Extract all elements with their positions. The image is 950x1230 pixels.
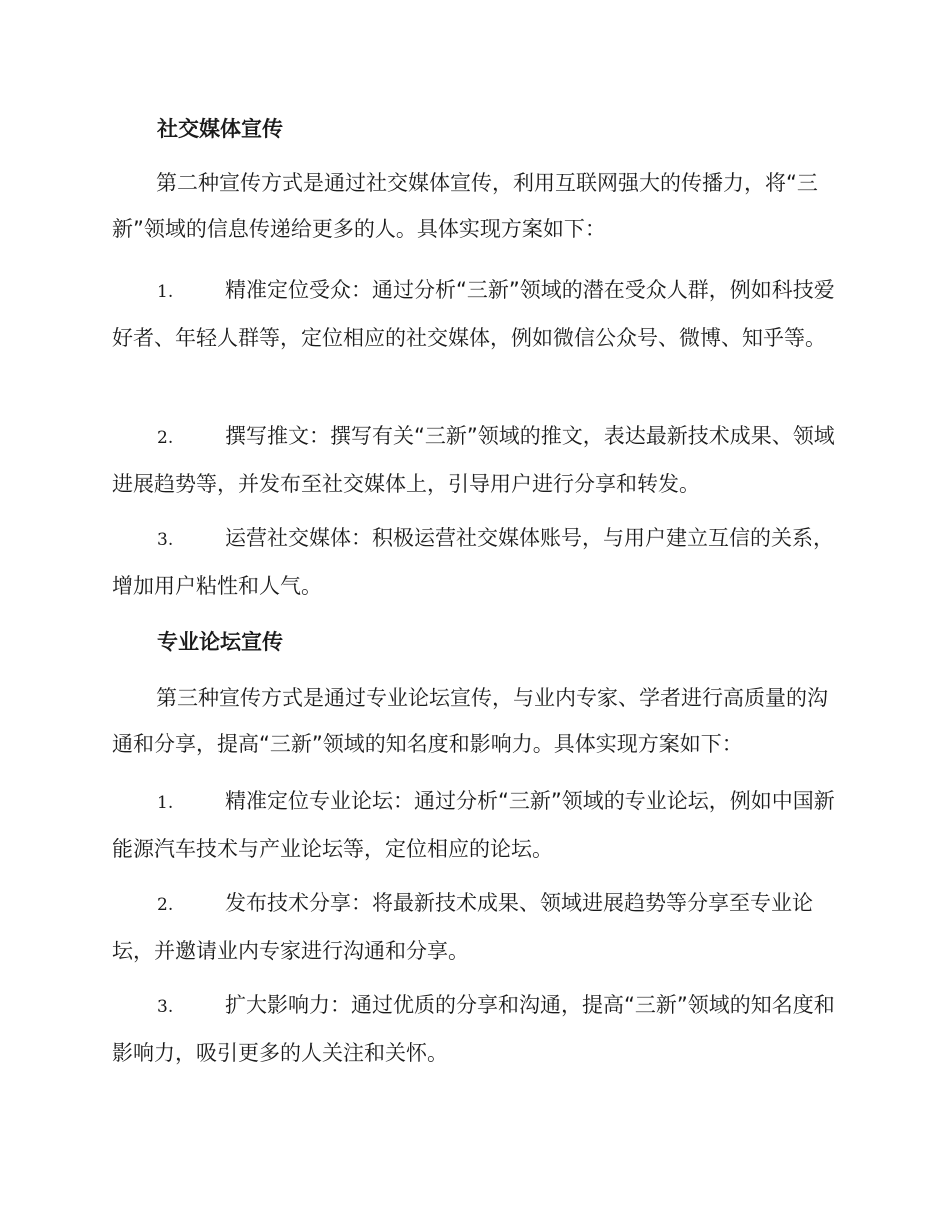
list-item: [112, 267, 837, 361]
list-item-text: 精准定位专业论坛：通过分析“三新”领域的专业论坛，例如中国新能源汽车技术与产业论坛等，定位相应的论坛。: [112, 789, 835, 861]
list-item-text: 运营社交媒体：积极运营社交媒体账号，与用户建立互信的关系，增加用户粘性和人气。: [112, 526, 834, 598]
section-intro-social-media: [112, 160, 832, 252]
list-item-number: 1.: [157, 282, 174, 302]
section-heading-social-media: 社交媒体宣传: [157, 117, 283, 141]
list-item: [112, 515, 837, 609]
list-item-text: 精准定位受众：通过分析“三新”领域的潜在受众人群，例如科技爱好者、年轻人群等，定位相应的社交媒体，例如微信公众号、微博、知乎等。: [112, 278, 835, 350]
section-intro-professional-forum: [112, 675, 832, 767]
list-item-text: 发布技术分享：将最新技术成果、领域进展趋势等分享至专业论坛，并邀请业内专家进行沟通和分享。: [112, 891, 813, 963]
list-item: [112, 778, 837, 872]
list-item-text: 撰写推文：撰写有关“三新”领域的推文，表达最新技术成果、领域进展趋势等，并发布至社交媒体上，引导用户进行分享和转发。: [112, 424, 835, 496]
list-item: [112, 880, 837, 974]
section-heading-professional-forum: 专业论坛宣传: [157, 630, 283, 654]
list-item-number: 2.: [157, 428, 174, 448]
list-item-number: 3.: [157, 997, 174, 1017]
list-item: [112, 413, 837, 507]
list-item-number: 2.: [157, 895, 174, 915]
intro-text: 第二种宣传方式是通过社交媒体宣传，利用互联网强大的传播力，将“三新”领域的信息传递给更多的人。具体实现方案如下：: [112, 171, 818, 241]
list-item-number: 3.: [157, 530, 174, 550]
list-item-text: 扩大影响力：通过优质的分享和沟通，提高“三新”领域的知名度和影响力，吸引更多的人关注和关怀。: [112, 993, 835, 1065]
list-item-number: 1.: [157, 793, 174, 813]
list-item: [112, 982, 837, 1076]
intro-text: 第三种宣传方式是通过专业论坛宣传，与业内专家、学者进行高质量的沟通和分享，提高“三新”领域的知名度和影响力。具体实现方案如下：: [112, 686, 828, 756]
